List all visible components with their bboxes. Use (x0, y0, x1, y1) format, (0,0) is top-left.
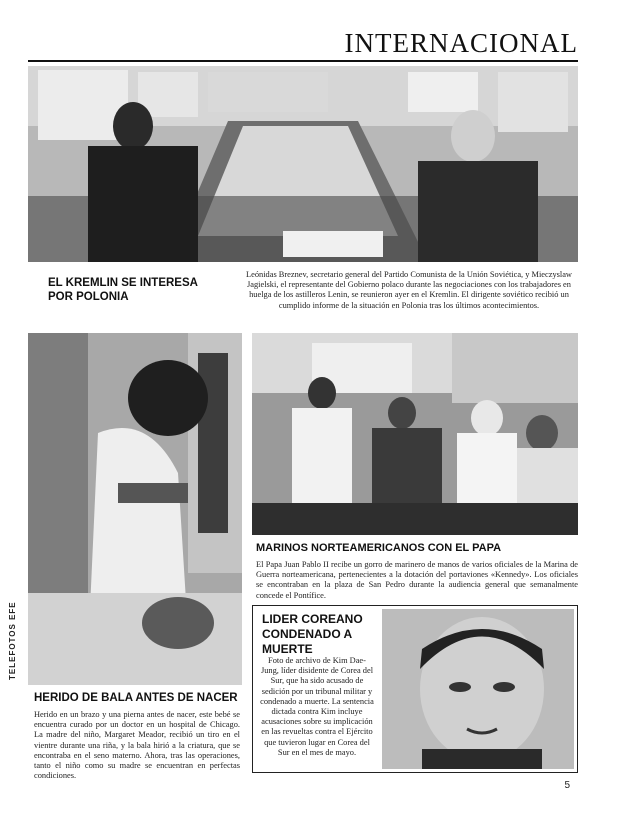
kremlin-photo (28, 66, 578, 262)
kremlin-headline: EL KREMLIN SE INTERESA POR POLONIA (48, 277, 198, 303)
baby-caption: Herido en un brazo y una pierna antes de nacer, este bebé se encuentra curado por un doctor en un hospital de Chicago. La madre del niño, Margaret Meador, recibió un tiro en el vientre durante una riña, y la bala hirió a la criatura, que se encontraba en el seno materno. Ahora, tras las operaciones, tanto el niño como su madre se encuentran en perfectas condiciones. (34, 710, 240, 781)
korea-headline: LIDER COREANO CONDENADO A MUERTE (262, 612, 363, 656)
kremlin-caption: Leónidas Breznev, secretario general del Partido Comunista de la Unión Soviética, y Mieczyslaw Jagielski, el representante del Gobierno polaco durante las negociaciones con los trabajadores en huelga de los astilleros Lenin, se reunieron ayer en el Kremlin. El dirigente soviético recibió un cumplido informe de la situación en Polonia tras los últimos acontecimientos. (246, 270, 572, 310)
page-number: 5 (564, 780, 570, 791)
section-title: INTERNACIONAL (344, 28, 578, 58)
baby-photo (28, 333, 242, 685)
baby-headline: HERIDO DE BALA ANTES DE NACER (34, 692, 238, 704)
photo-credit: TELEFOTOS EFE (8, 601, 17, 680)
marines-caption: El Papa Juan Pablo II recibe un gorro de marinero de manos de varios oficiales de la Marina de Guerra norteamericana, pertenecientes a la dotación del portaviones «Kennedy». Los oficiales se encontraban en la plaza de San Pedro durante la audiencia general que semanalmente concede el Pontífice. (256, 560, 578, 600)
marines-photo (252, 333, 578, 535)
header-rule (28, 60, 578, 62)
korea-leader-photo (382, 609, 574, 769)
marines-headline: MARINOS NORTEAMERICANOS CON EL PAPA (256, 542, 502, 554)
korea-caption: Foto de archivo de Kim Dae-Jung, líder disidente de Corea del Sur, que ha sido acusado de sedición por un tribunal militar y condenado a muerte. La sentencia dictada contra Kim incluye acusaciones sobre su implicación en las revueltas contra el Ejército que tuvieron lugar en Corea del Sur en el mes de mayo. (260, 656, 374, 757)
